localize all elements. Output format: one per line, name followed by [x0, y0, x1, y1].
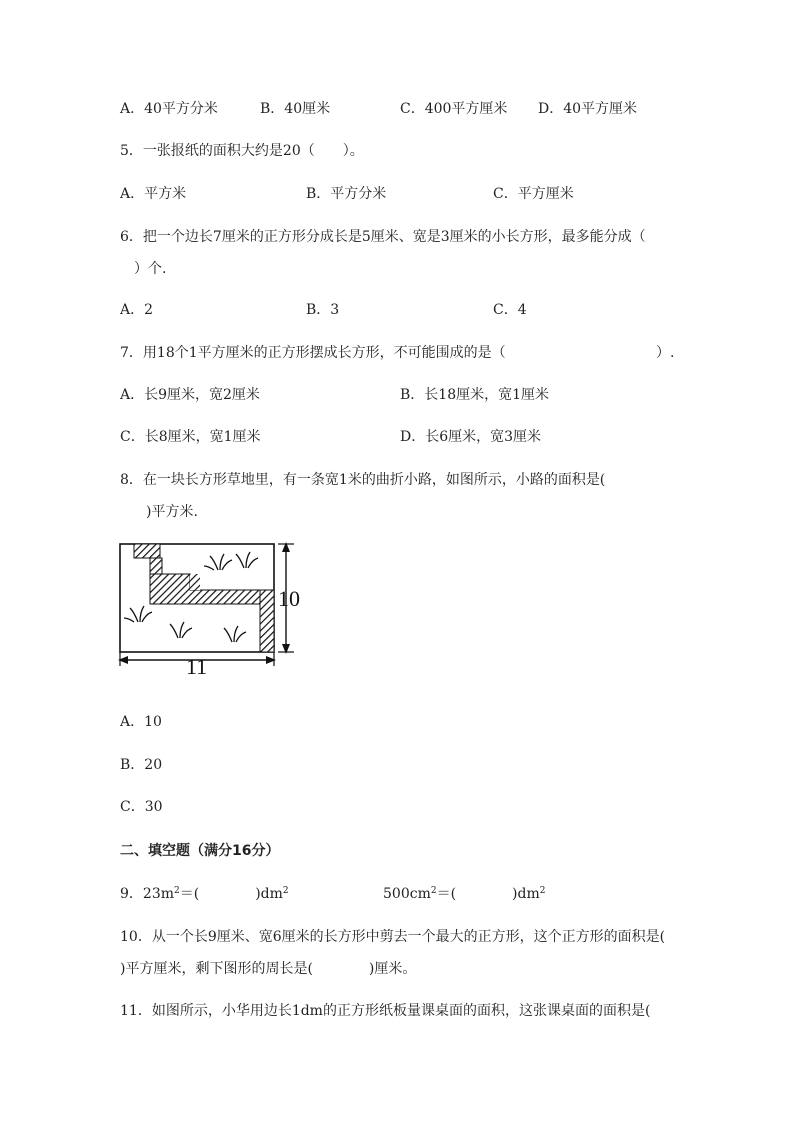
q5-option-c: C．平方厘米 [493, 186, 574, 202]
section-title: 二、填空题（满分16分） [120, 843, 280, 859]
width-label: 11 [186, 654, 208, 676]
height-label: 10 [278, 586, 300, 611]
q6-option-c: C．4 [493, 302, 527, 318]
q4-option-b: B．40厘米 [260, 101, 331, 117]
q7-stem: 7．用18个1平方厘米的正方形摆成长方形，不可能围成的是（ [120, 345, 506, 361]
q6-stem-line2: ）个. [134, 261, 167, 277]
q8-option-b: B．20 [120, 757, 163, 773]
q8-option-a: A．10 [120, 714, 162, 730]
q8-option-c: C．30 [120, 799, 163, 815]
q5-option-a: A．平方米 [120, 186, 187, 202]
q10-stem-line2: )平方厘米，剩下图形的周长是( )厘米。 [120, 961, 417, 977]
q6-option-a: A．2 [120, 302, 154, 318]
q8-lawn-figure [114, 536, 314, 676]
q4-option-c: C．400平方厘米 [400, 101, 508, 117]
q11-stem-line1: 11．如图所示，小华用边长1dm的正方形纸板量课桌面的面积，这张课桌面的面积是( [120, 1003, 651, 1019]
q7-option-a: A．长9厘米，宽2厘米 [120, 387, 260, 403]
q7-option-b: B．长18厘米，宽1厘米 [400, 387, 550, 403]
path-segment-right [260, 590, 274, 652]
q9-part1: 9．$23m^2=$( )$dm^2$ [120, 886, 289, 902]
q5-stem: 5．一张报纸的面积大约是20（ ）。 [120, 143, 364, 159]
q7-option-d: D．长6厘米，宽3厘米 [400, 429, 542, 445]
q7-option-c: C．长8厘米，宽1厘米 [120, 429, 261, 445]
q6-option-b: B．3 [306, 302, 340, 318]
q10-stem-line1: 10．从一个长9厘米、宽6厘米的长方形中剪去一个最大的正方形，这个正方形的面积是( [120, 929, 666, 945]
q9-part2: $500cm^2=$( )$dm^2$ [383, 886, 546, 902]
q4-option-a: A．40平方分米 [120, 101, 218, 117]
q5-option-b: B．平方分米 [306, 186, 387, 202]
q8-stem-line1: 8．在一块长方形草地里，有一条宽1米的曲折小路，如图所示，小路的面积是( [120, 472, 606, 488]
q7-stem-end: ）. [656, 345, 675, 361]
q4-option-d: D．40平方厘米 [538, 101, 638, 117]
q6-stem-line1: 6．把一个边长7厘米的正方形分成长是5厘米、宽是3厘米的小长方形，最多能分成（ [120, 229, 646, 245]
q8-stem-line2: )平方米. [146, 504, 198, 520]
